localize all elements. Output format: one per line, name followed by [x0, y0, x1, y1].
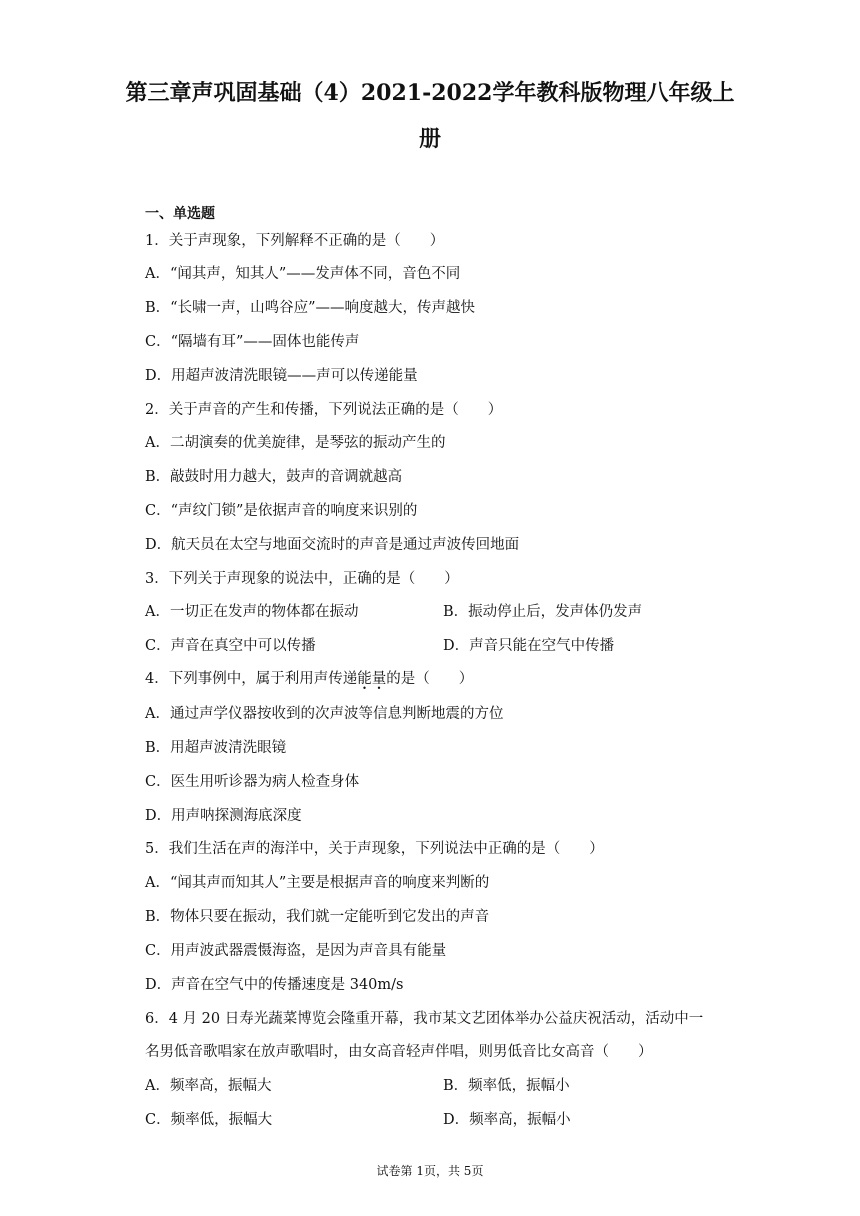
- question-2-option-b: B．敲鼓时用力越大，鼓声的音调就越高: [145, 469, 403, 485]
- question-6-option-b: B．频率低，振幅小: [443, 1078, 570, 1094]
- question-6-stem-line-2: 名男低音歌唱家在放声歌唱时，由女高音轻声伴唱，则男低音比女高音（ ）: [145, 1044, 653, 1060]
- question-4-stem-pre: 4．下列事例中，属于利用声传递: [145, 671, 358, 687]
- question-5-option-c: C．用声波武器震慑海盗，是因为声音具有能量: [145, 943, 447, 959]
- question-3-stem: 3．下列关于声现象的说法中，正确的是（ ）: [145, 571, 459, 587]
- question-5-stem: 5．我们生活在声的海洋中，关于声现象，下列说法中正确的是（ ）: [145, 841, 604, 857]
- question-6-option-d: D．频率高，振幅小: [443, 1112, 571, 1128]
- question-4-stem-post: 的是（ ）: [386, 671, 474, 687]
- emphasis-char-1: 能: [357, 671, 372, 687]
- question-2-option-c: C．“声纹门锁”是依据声音的响度来识别的: [145, 503, 418, 519]
- question-4-option-d: D．用声呐探测海底深度: [145, 808, 302, 824]
- question-6-option-a: A．频率高，振幅大: [145, 1078, 272, 1094]
- question-3-option-b: B．振动停止后，发声体仍发声: [443, 604, 643, 620]
- section-heading: 一、单选题: [145, 206, 215, 222]
- question-1-option-d: D．用超声波清洗眼镜——声可以传递能量: [145, 368, 418, 384]
- question-4-stem: [145, 669, 473, 689]
- question-4-option-c: C．医生用听诊器为病人检查身体: [145, 774, 360, 790]
- question-3-option-d: D．声音只能在空气中传播: [443, 638, 615, 654]
- question-2-option-a: A．二胡演奏的优美旋律，是琴弦的振动产生的: [145, 435, 446, 451]
- question-1-option-a: A．“闻其声，知其人”——发声体不同，音色不同: [145, 266, 461, 282]
- question-2-stem: 2．关于声音的产生和传播，下列说法正确的是（ ）: [145, 402, 503, 418]
- question-5-option-d: D．声音在空气中的传播速度是 340m/s: [145, 977, 404, 993]
- question-6-option-c: C．频率低，振幅大: [145, 1112, 273, 1128]
- question-1-option-b: B．“长啸一声，山鸣谷应”——响度越大，传声越快: [145, 300, 475, 316]
- question-6-stem-line-1: 6．4 月 20 日寿光蔬菜博览会隆重开幕，我市某文艺团体举办公益庆祝活动，活动中一: [145, 1011, 704, 1027]
- question-2-option-d: D．航天员在太空与地面交流时的声音是通过声波传回地面: [145, 537, 520, 553]
- question-3-option-a: A．一切正在发声的物体都在振动: [145, 604, 359, 620]
- question-1-stem: 1．关于声现象，下列解释不正确的是（ ）: [145, 233, 445, 249]
- question-3-option-c: C．声音在真空中可以传播: [145, 638, 316, 654]
- page-footer: 试卷第 1页，共 5页: [376, 1164, 484, 1178]
- question-1-option-c: C．“隔墙有耳”——固体也能传声: [145, 334, 360, 350]
- emphasis-char-2: 量: [371, 671, 387, 687]
- page-title: 第三章声巩固基础（4）2021-2022学年教科版物理八年级上册: [125, 80, 735, 152]
- question-5-option-a: A．“闻其声而知其人”主要是根据声音的响度来判断的: [145, 875, 490, 891]
- question-5-option-b: B．物体只要在振动，我们就一定能听到它发出的声音: [145, 909, 490, 925]
- question-4-option-b: B．用超声波清洗眼镜: [145, 740, 287, 756]
- question-4-option-a: A．通过声学仪器按收到的次声波等信息判断地震的方位: [145, 706, 504, 722]
